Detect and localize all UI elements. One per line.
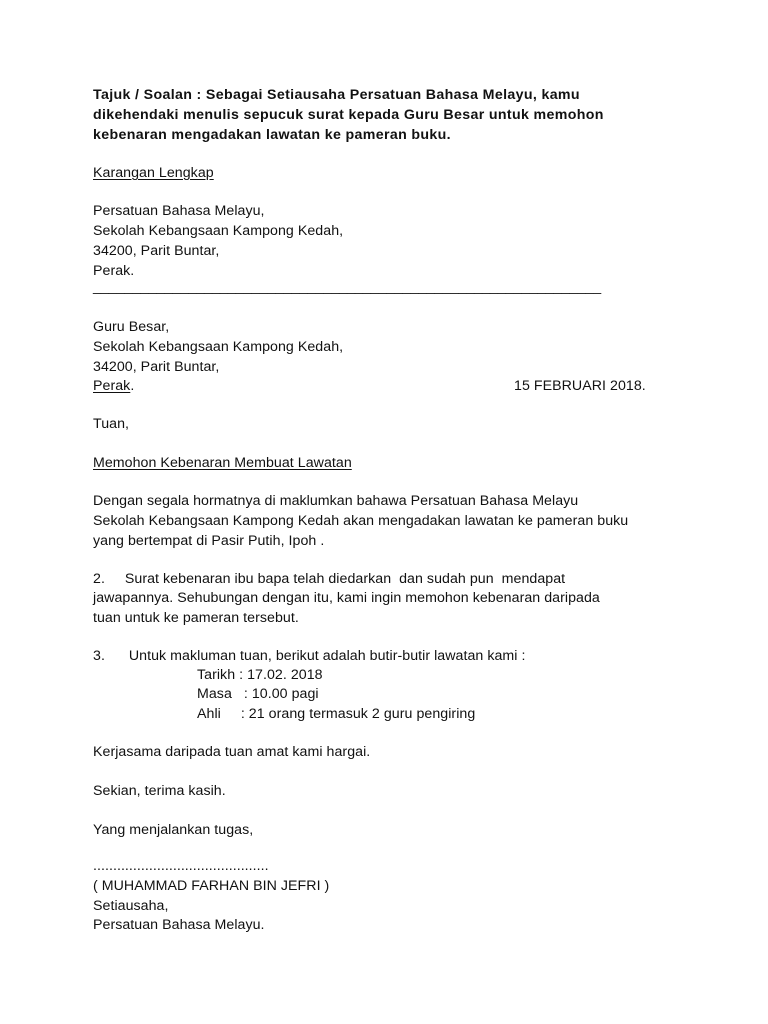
signatory-title: Setiausaha, [93,898,169,914]
paragraph-1-line: Sekolah Kebangsaan Kampong Kedah akan mengadakan lawatan ke pameran buku [93,513,629,529]
sender-address-line: 34200, Parit Buntar, [93,243,220,259]
detail-members: Ahli : 21 orang termasuk 2 guru pengiring [197,706,476,722]
letter-subject: Memohon Kebenaran Membuat Lawatan [93,455,352,471]
recipient-state-name: Perak [93,378,131,394]
recipient-address-line: Sekolah Kebangsaan Kampong Kedah, [93,339,344,355]
paragraph-2-line: tuan untuk ke pameran tersebut. [93,610,299,626]
paragraph-3: 3. Untuk makluman tuan, berikut adalah butir-butir lawatan kami : [93,648,526,664]
signatory-organisation: Persatuan Bahasa Melayu. [93,917,265,933]
sender-address-line: Persatuan Bahasa Melayu, [93,203,265,219]
address-separator: ________________________________________________________________ [93,279,602,295]
detail-date: Tarikh : 17.02. 2018 [197,667,323,683]
sender-address-line: Sekolah Kebangsaan Kampong Kedah, [93,223,344,239]
detail-time: Masa : 10.00 pagi [197,686,319,702]
recipient-address-line: Guru Besar, [93,319,170,335]
letter-document [93,0,713,1024]
question-line-3: kebenaran mengadakan lawatan ke pameran buku. [93,127,451,143]
question-line-1: Tajuk / Soalan : Sebagai Setiausaha Persatuan Bahasa Melayu, kamu [93,87,580,103]
sender-address-line: Perak. [93,263,135,279]
paragraph-2-line: 2. Surat kebenaran ibu bapa telah diedarkan dan sudah pun mendapat [93,571,566,587]
paragraph-1-line: Dengan segala hormatnya di maklumkan bahawa Persatuan Bahasa Melayu [93,493,579,509]
signature-line: ............................................ [93,858,269,874]
salutation: Tuan, [93,416,130,432]
recipient-state [93,376,134,396]
paragraph-2-line: jawapannya. Sehubungan dengan itu, kami ingin memohon kebenaran daripada [93,590,600,606]
paragraph-1-line: yang bertempat di Pasir Putih, Ipoh . [93,533,325,549]
closing-appreciation: Kerjasama daripada tuan amat kami hargai. [93,744,371,760]
letter-date: 15 FEBRUARI 2018. [514,378,646,394]
closing-duty: Yang menjalankan tugas, [93,822,254,838]
recipient-state-dot: . [130,378,135,394]
closing-thanks: Sekian, terima kasih. [93,783,226,799]
question-line-2: dikehendaki menulis sepucuk surat kepada Guru Besar untuk memohon [93,107,604,123]
section-heading: Karangan Lengkap [93,165,214,181]
recipient-address-line: 34200, Parit Buntar, [93,359,220,375]
signatory-name: ( MUHAMMAD FARHAN BIN JEFRI ) [93,878,330,894]
